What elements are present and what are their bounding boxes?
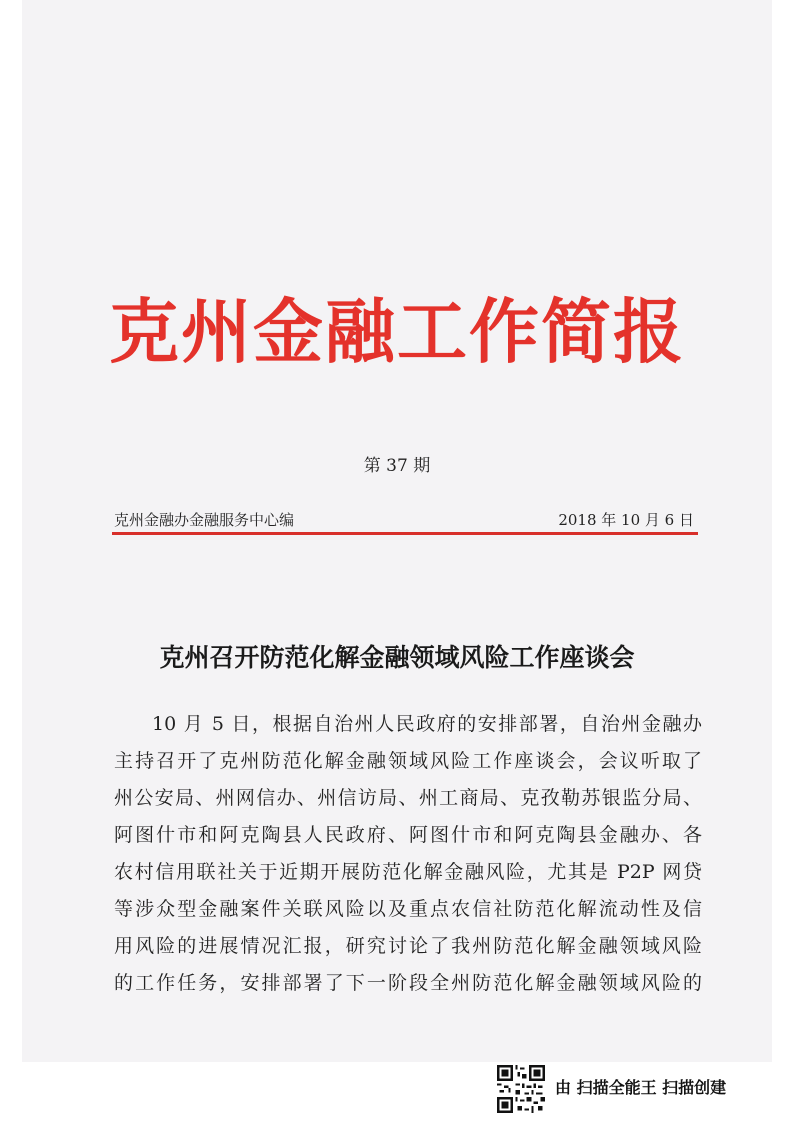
body-line: 等涉众型金融案件关联风险以及重点农信社防范化解流动性及信 <box>114 898 702 920</box>
editor-line: 克州金融办金融服务中心编 <box>114 511 295 529</box>
scanner-footer <box>0 1062 793 1122</box>
body-line: 10 月 5 日，根据自治州人民政府的安排部署，自治州金融办 <box>152 713 702 735</box>
issue-number: 第 37 期 <box>363 456 431 476</box>
body-line: 农村信用联社关于近期开展防范化解金融风险，尤其是 P2P 网贷 <box>114 861 702 883</box>
red-divider-rule <box>112 532 698 535</box>
article-headline: 克州召开防范化解金融领域风险工作座谈会 <box>159 643 635 672</box>
publish-date: 2018 年 10 月 6 日 <box>558 511 694 529</box>
body-line: 用风险的进展情况汇报，研究讨论了我州防范化解金融领域风险 <box>114 935 702 957</box>
article-body <box>114 706 702 1002</box>
body-line: 州公安局、州网信办、州信访局、州工商局、克孜勒苏银监分局、 <box>114 787 702 809</box>
body-line: 主持召开了克州防范化解金融领域风险工作座谈会，会议听取了 <box>114 750 702 772</box>
masthead-title: 克州金融工作简报 <box>109 290 685 373</box>
body-line: 的工作任务，安排部署了下一阶段全州防范化解金融领域风险的 <box>114 972 702 994</box>
body-line: 阿图什市和阿克陶县人民政府、阿图什市和阿克陶县金融办、各 <box>114 824 702 846</box>
scanner-watermark-text: 由 扫描全能王 扫描创建 <box>555 1078 727 1097</box>
qr-code-icon[interactable] <box>497 1065 545 1113</box>
document-page <box>22 0 772 1062</box>
